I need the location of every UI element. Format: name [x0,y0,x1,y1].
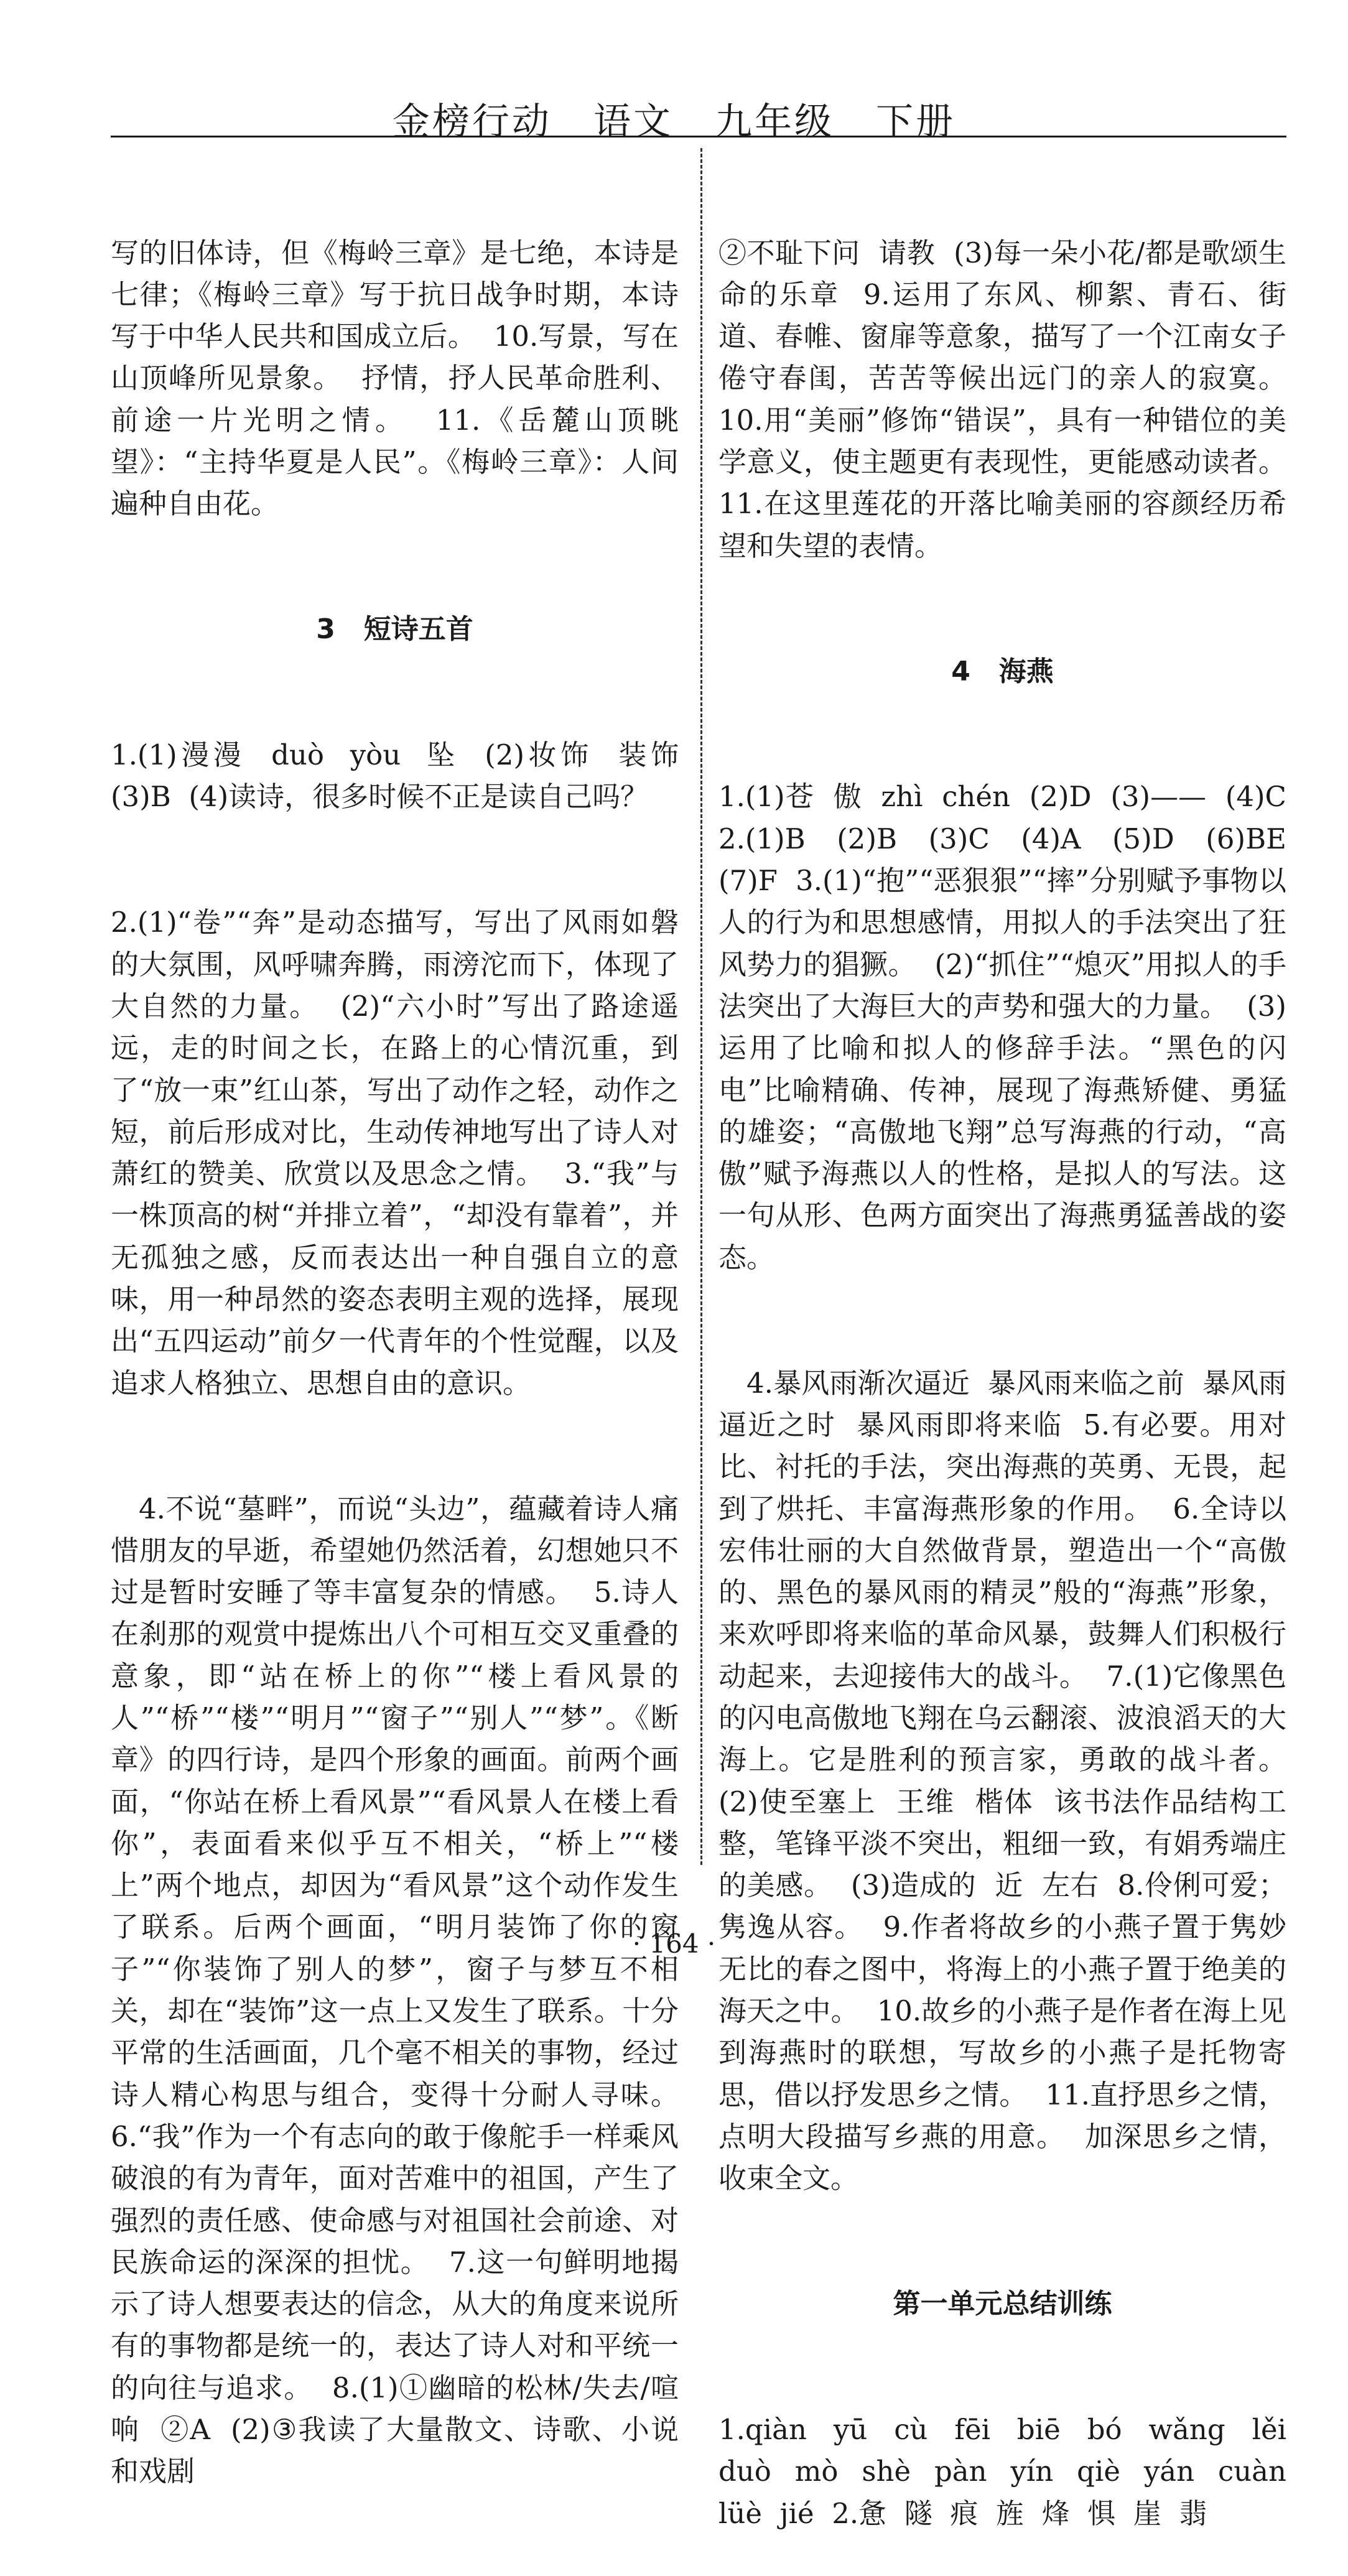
left-paragraph-1: 写的旧体诗，但《梅岭三章》是七绝，本诗是七律；《梅岭三章》写于抗日战争时期，本诗写于中华人民共和国成立后。 10.写景，写在山顶峰所见景象。 抒情，抒人民革命胜利、前途一片光明之情。 11.《岳麓山顶眺望》：“主持华夏是人民”。《梅岭三章》：人间遍种自由花。 [111,236,679,521]
left-paragraph-3: 2.(1)“卷”“奔”是动态描写，写出了风雨如磐的大氛围，风呼啸奔腾，雨滂沱而下，体现了大自然的力量。 (2)“六小时”写出了路途遥远，走的时间之长，在路上的心情沉重，到了“放一束”红山茶，写出了动作之轻，动作之短，前后形成对比，生动传神地写出了诗人对萧红的赞美、欣赏以及思念之情。 3.“我”与一株顶高的树“并排立着”，“却没有靠着”，并无孤独之感，反而表达出一种自强自立的意味，用一种昂然的姿态表明主观的选择，展现出“五四运动”前夕一代青年的个性觉醒，以及追求人格独立、思想自由的意识。 [111,906,679,1400]
header-subject: 语文 [593,100,673,144]
column-divider [700,148,702,1865]
header-volume: 下册 [876,100,956,144]
header-grade: 九年级 [715,100,835,144]
page-header [0,92,1348,146]
right-paragraph-1: ②不耻下问 请教 (3)每一朵小花/都是歌颂生命的乐章 9.运用了东风、柳絮、青石、街道、春帷、窗扉等意象，描写了一个江南女子倦守春闺，苦苦等候出远门的亲人的寂寞。 10.用“美丽”修饰“错误”，具有一种错位的美学意义，使主题更有表现性，更能感动读者。 11.在这里莲花的开落比喻美丽的容颜经历希望和失望的表情。 [718,236,1304,562]
right-paragraph-3: 4.暴风雨渐次逼近 暴风雨来临之前 暴风雨逼近之时 暴风雨即将来临 5.有必要。用对比、衬托的手法，突出海燕的英勇、无畏，起到了烘托、丰富海燕形象的作用。 6.全诗以宏伟壮丽的大自然做背景，塑造出一个“高傲的、黑色的暴风雨的精灵”般的“海燕”形象，来欢呼即将来临的革命风暴，鼓舞人们积极行动起来，去迎接伟大的战斗。 7.(1)它像黑色的闪电高傲地飞翔在乌云翻滚、波浪滔天的大海上。它是胜利的预言家，勇敢的战斗者。 (2)使至塞上 王维 楷体 该书法作品结构工整，笔锋平淡不突出，粗细一致，有娟秀端庄的美感。 (3)造成的 近 左右 8.伶俐可爱；隽逸从容。 9.作者将故乡的小燕子置于隽妙无比的春之图中，将海上的小燕子置于绝美的海天之中。 10.故乡的小燕子是作者在海上见到海燕时的联想，写故乡的小燕子是托物寄思，借以抒发思乡之情。 11.直抒思乡之情，点明大段描写乡燕的用意。 加深思乡之情，收束全文。 [718,1366,1304,2195]
section-title-petrel: 4 海燕 [951,655,1054,687]
header-rule [111,136,1286,137]
right-paragraph-4: 1.qiàn yū cù fēi biē bó wǎng lěi duò mò shè pàn yín qiè yán cuàn lüè jié 2.惫 隧 痕 旌 烽 惧 崖 翡 [718,2413,1304,2530]
page-number: · 164 · [632,1928,716,1959]
right-paragraph-2: 1.(1)苍 傲 zhì chén (2)D (3)—— (4)C 2.(1)B (2)B (3)C (4)A (5)D (6)BE (7)F 3.(1)“抱”“恶狠狠”“摔”分别赋予事物以人的行为和思想感情，用拟人的手法突出了狂风势力的猖獗。 (2)“抓住”“熄灭”用拟人的手法突出了大海巨大的声势和强大的力量。 (3)运用了比喻和拟人的修辞手法。“黑色的闪电”比喻精确、传神，展现了海燕矫健、勇猛的雄姿；“高傲地飞翔”总写海燕的行动，“高傲”赋予海燕以人的性格，是拟人的写法。这一句从形、色两方面突出了海燕勇猛善战的姿态。 [718,780,1304,1274]
section-title-short-poems: 3 短诗五首 [316,613,473,646]
left-column [111,148,697,2534]
right-column [718,148,1304,2576]
left-paragraph-2: 1.(1)漫漫 duò yòu 坠 (2)妆饰 装饰 (3)B (4)读诗，很多时候不正是读自己吗？ [111,738,697,814]
header-series: 金榜行动 [392,100,552,144]
left-paragraph-4: 4.不说“墓畔”，而说“头边”，蕴藏着诗人痛惜朋友的早逝，希望她仍然活着，幻想她只不过是暂时安睡了等丰富复杂的情感。 5.诗人在刹那的观赏中提炼出八个可相互交叉重叠的意象，即“站在桥上的你”“楼上看风景的人”“桥”“楼”“明月”“窗子”“别人”“梦”。《断章》的四行诗，是四个形象的画面。前两个画面，“你站在桥上看风景”“看风景人在楼上看你”，表面看来似乎互不相关，“桥上”“楼上”两个地点，却因为“看风景”这个动作发生了联系。后两个画面，“明月装饰了你的窗子”“你装饰了别人的梦”，窗子与梦互不相关，却在“装饰”这一点上又发生了联系。十分平常的生活画面，几个毫不相关的事物，经过诗人精心构思与组合，变得十分耐人寻味。 6.“我”作为一个有志向的敢于像舵手一样乘风破浪的有为青年，面对苦难中的祖国，产生了强烈的责任感、使命感与对祖国社会前途、对民族命运的深深的担忧。 7.这一句鲜明地揭示了诗人想要表达的信念，从大的角度来说所有的事物都是统一的，表达了诗人对和平统一的向往与追求。 8.(1)①幽暗的松林/失去/喧响 ②A (2)③我读了大量散文、诗歌、小说和戏剧 [111,1492,697,2488]
section-title-unit-summary: 第一单元总结训练 [893,2288,1112,2320]
